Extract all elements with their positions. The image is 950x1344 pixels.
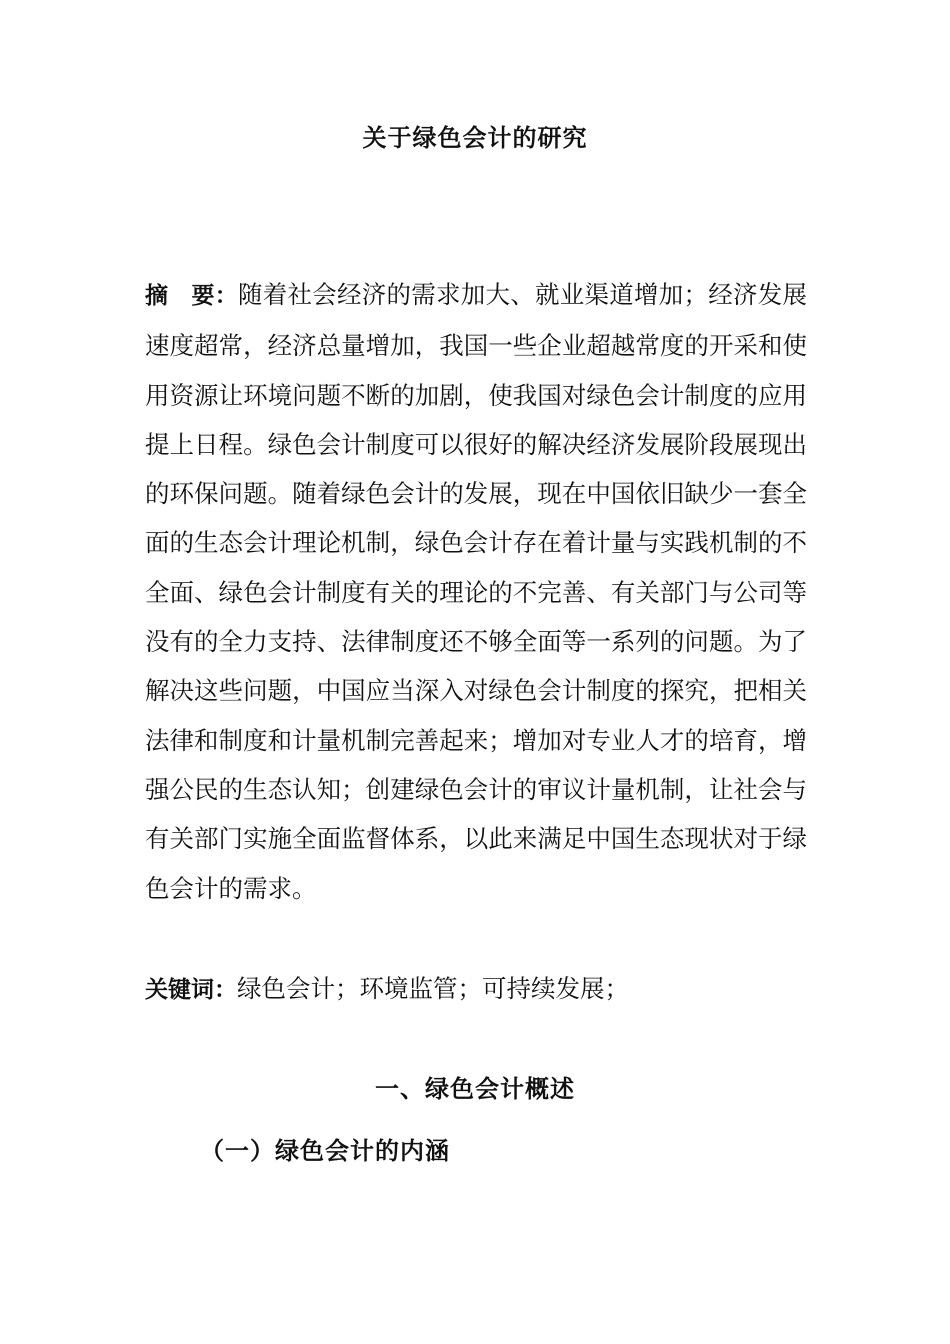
section-heading: 一、绿色会计概述: [375, 1075, 575, 1103]
keywords-label: 关键词：: [145, 977, 237, 1003]
abstract-text: 随着社会经济的需求加大、就业渠道增加；经济发展速度超常，经济总量增加，我国一些企业超越常度的开采和使用资源让环境问题不断的加剧，使我国对绿色会计制度的应用提上日程。绿色会计制度可以很好的解决经济发展阶段展现出的环保问题。随着绿色会计的发展，现在中国依旧缺少一套全面的生态会计理论机制，绿色会计存在着计量与实践机制的不全面、绿色会计制度有关的理论的不完善、有关部门与公司等没有的全力支持、法律制度还不够全面等一系列的问题。为了解决这些问题，中国应当深入对绿色会计制度的探究，把相关法律和制度和计量机制完善起来；增加对专业人才的培育，增强公民的生态认知；创建绿色会计的审议计量机制，让社会与有关部门实施全面监督体系，以此来满足中国生态现状对于绿色会计的需求。: [145, 280, 807, 903]
keywords-line: [145, 966, 807, 1013]
abstract-paragraph: [145, 270, 807, 913]
document-title: 关于绿色会计的研究: [362, 124, 588, 152]
keywords-text: 绿色会计；环境监管；可持续发展；: [237, 974, 629, 1003]
abstract-label: 摘 要：: [145, 283, 238, 309]
sub-heading: （一）绿色会计的内涵: [200, 1137, 450, 1165]
